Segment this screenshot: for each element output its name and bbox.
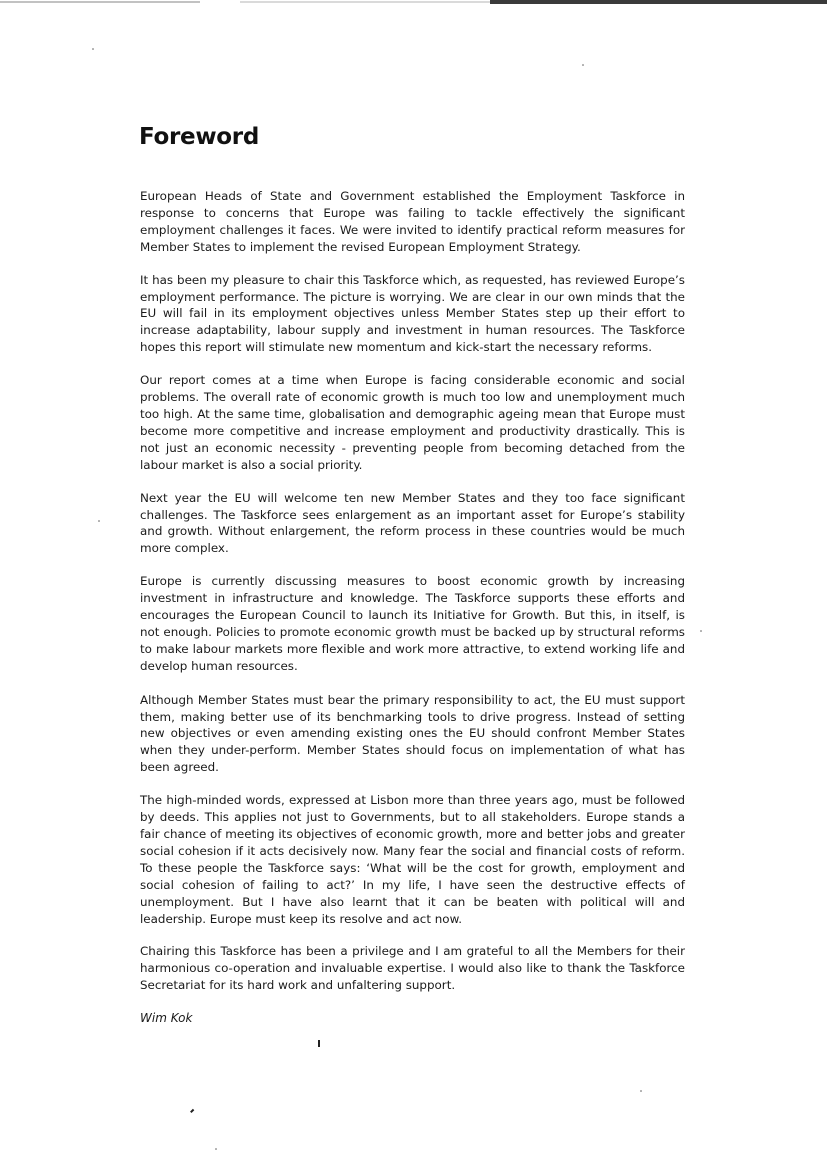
scan-speck	[92, 48, 94, 50]
paragraph: Although Member States must bear the primary responsibility to act, the EU must support them, making better use of its benchmarking tools to drive progress. Instead of setting new objectives or even amending existing ones the EU should confront Member States when they under-perform. Member States should focus on implementation of what has been agreed.	[140, 692, 685, 775]
foreword-body	[140, 188, 685, 1026]
scan-edge-segment	[0, 1, 200, 3]
paragraph: Chairing this Taskforce has been a privilege and I am grateful to all the Members for their harmonious co-operation and invaluable expertise. I would also like to thank the Taskforce Secretariat for its hard work and unfaltering support.	[140, 944, 685, 993]
paragraph: European Heads of State and Government established the Employment Taskforce in response to concerns that Europe was failing to tackle effectively the significant employment challenges it faces. We were invited to identify practical reform measures for Member States to implement the revised European Employment Strategy.	[140, 189, 685, 254]
page-title: Foreword	[139, 124, 259, 150]
scan-mark	[190, 1109, 194, 1113]
scan-speck	[700, 630, 702, 632]
paragraph: Our report comes at a time when Europe is facing considerable economic and social problems. The overall rate of economic growth is much too low and unemployment much too high. At the same time, globalisation and demographic ageing mean that Europe must become more competitive and increase employment and productivity drastically. This is not just an economic necessity - preventing people from becoming detached from the labour market is also a social priority.	[140, 373, 685, 472]
scan-speck	[98, 520, 100, 522]
paragraph: Next year the EU will welcome ten new Member States and they too face significant challenges. The Taskforce sees enlargement as an important asset for Europe’s stability and growth. Without enlargement, the reform process in these countries would be much more complex.	[140, 490, 685, 556]
paragraph: Europe is currently discussing measures to boost economic growth by increasing investment in infrastructure and knowledge. The Taskforce supports these efforts and encourages the European Council to launch its Initiative for Growth. But this, in itself, is not enough. Policies to promote economic growth must be backed up by structural reforms to make labour markets more flexible and work more attractive, to extend working life and develop human resources.	[140, 574, 685, 673]
signature: Wim Kok	[140, 1011, 193, 1026]
paragraph: The high-minded words, expressed at Lisbon more than three years ago, must be followed by deeds. This applies not just to Governments, but to all stakeholders. Europe stands a fair chance of meeting its objectives of economic growth, more and better jobs and greater social cohesion if it acts decisively now. Many fear the social and financial costs of reform. To these people the Taskforce says: ‘What will be the cost for growth, employment and social cohesion of failing to act?’ In my life, I have seen the destructive effects of unemployment. But I have also learnt that it can be beaten with political will and leadership. Europe must keep its resolve and act now.	[140, 793, 685, 926]
scan-speck	[582, 64, 584, 66]
scan-speck	[215, 1148, 217, 1150]
scan-edge-segment	[490, 0, 827, 4]
scan-mark	[318, 1040, 320, 1047]
scan-top-edge	[0, 0, 827, 6]
scan-speck	[640, 1090, 642, 1092]
paragraph: It has been my pleasure to chair this Taskforce which, as requested, has reviewed Europe’s employment performance. The picture is worrying. We are clear in our own minds that the EU will fail in its employment objectives unless Member States step up their effort to increase adaptability, labour supply and investment in human resources. The Taskforce hopes this report will stimulate new momentum and kick-start the necessary reforms.	[140, 272, 685, 355]
scan-edge-segment	[240, 1, 490, 3]
